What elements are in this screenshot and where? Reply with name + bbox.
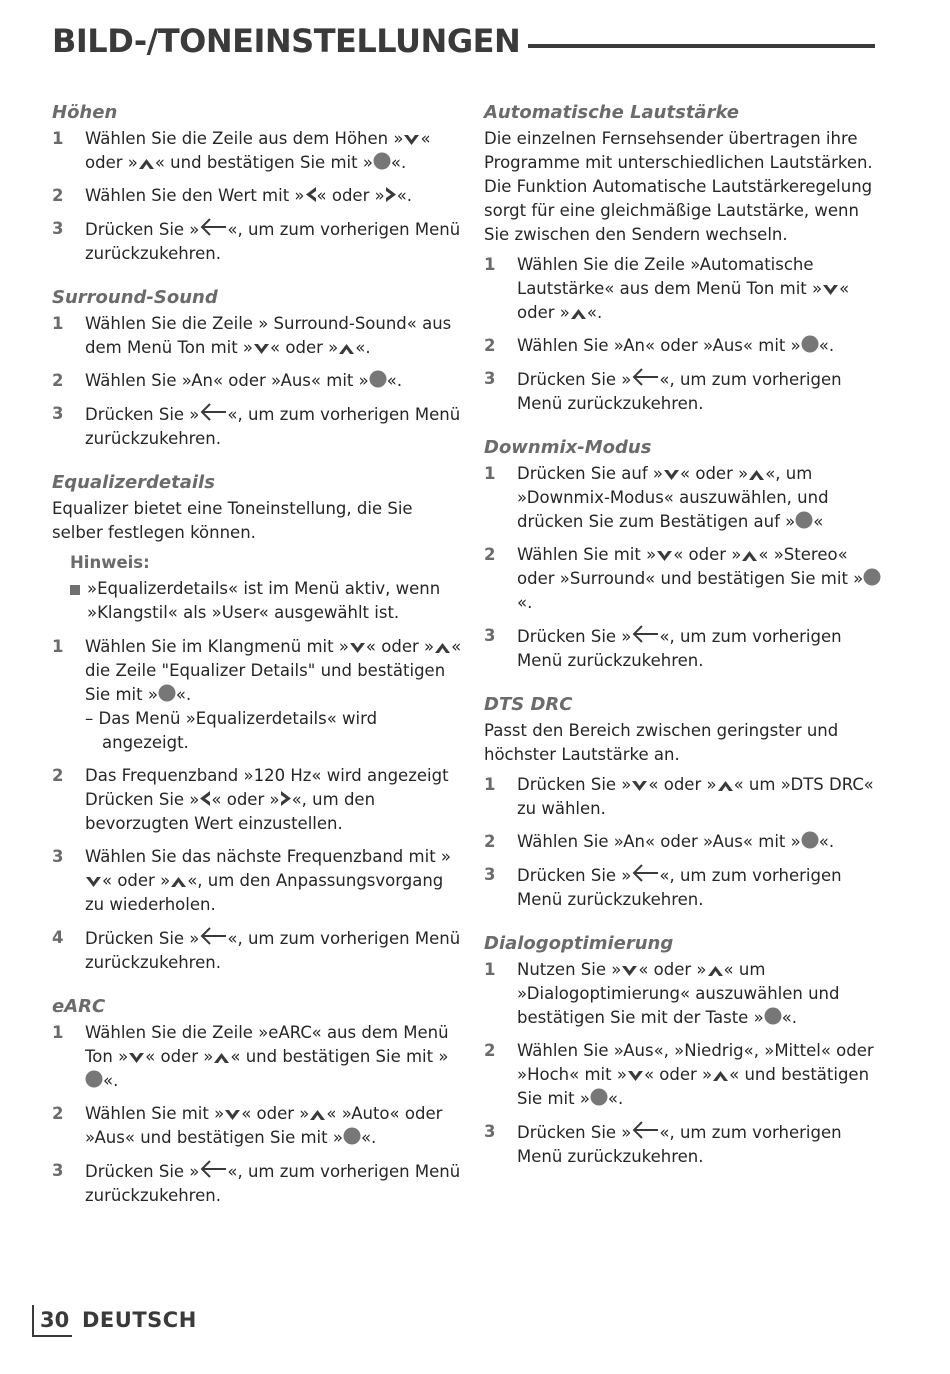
ok-button-icon	[158, 684, 176, 702]
up-arrow-icon	[138, 158, 155, 170]
list-item: 2 Wählen Sie »Aus«, »Niedrig«, »Mittel« oder »Hoch« mit » « oder » « und bestätigen Sie mit » «.	[484, 1041, 874, 1108]
down-arrow-icon	[631, 780, 648, 792]
section-heading: Equalizerdetails	[52, 472, 215, 493]
list-item: 3 Drücken Sie » «, um zum vorherigen Menü zurückzukehren.	[52, 1161, 461, 1205]
section-heading: DTS DRC	[484, 694, 573, 715]
section-earc	[52, 995, 462, 1208]
down-arrow-icon	[253, 343, 270, 355]
square-bullet-icon	[70, 585, 80, 595]
list-item: 2 Wählen Sie »An« oder »Aus« mit » «.	[52, 371, 403, 390]
list-item: 1 Wählen Sie die Zeile aus dem Höhen » « oder » « und bestätigen Sie mit » «.	[52, 129, 431, 172]
list-item: 1 Wählen Sie die Zeile »eARC« aus dem Menü Ton » « oder » « und bestätigen Sie mit »«.	[52, 1023, 449, 1090]
section-automatische-lautstaerke	[484, 101, 889, 416]
section-heading: Downmix-Modus	[484, 437, 652, 458]
list-item: 2 Wählen Sie »An« oder »Aus« mit » «.	[484, 832, 835, 851]
list-item: 2 Das Frequenzband »120 Hz« wird angezeigt Drücken Sie » « oder » «, um den bevorzugten Wert einzustellen.	[52, 766, 449, 833]
down-arrow-icon	[621, 965, 638, 977]
title-rule	[528, 44, 875, 48]
section-heading: eARC	[52, 996, 106, 1017]
footer-line	[32, 1335, 72, 1337]
section-hoehen	[52, 101, 462, 266]
ok-button-icon	[764, 1007, 782, 1025]
up-arrow-icon	[434, 642, 451, 654]
list-item: 4 Drücken Sie » «, um zum vorherigen Menü zurückzukehren.	[52, 928, 461, 972]
list-item: 3 Drücken Sie » «, um zum vorherigen Menü zurückzukehren.	[484, 1122, 842, 1166]
left-arrow-icon	[305, 186, 317, 203]
up-arrow-icon	[338, 343, 355, 355]
ok-button-icon	[85, 1070, 103, 1088]
up-arrow-icon	[741, 550, 758, 562]
list-item: 1 Wählen Sie die Zeile »Automatische Lautstärke« aus dem Menü Ton mit » « oder » «.	[484, 255, 850, 322]
down-arrow-icon	[627, 1070, 644, 1082]
down-arrow-icon	[822, 284, 839, 296]
down-arrow-icon	[85, 876, 102, 888]
ok-button-icon	[369, 370, 387, 388]
down-arrow-icon	[656, 550, 673, 562]
back-arrow-icon	[631, 863, 659, 883]
up-arrow-icon	[570, 308, 587, 320]
down-arrow-icon	[349, 642, 366, 654]
section-heading: Surround-Sound	[52, 287, 218, 308]
ok-button-icon	[590, 1088, 608, 1106]
list-item: 2 Wählen Sie den Wert mit » « oder » «.	[52, 186, 413, 205]
ok-button-icon	[373, 152, 391, 170]
ok-button-icon	[343, 1127, 361, 1145]
page-number: 30	[40, 1308, 70, 1332]
list-item: 1 Drücken Sie » « oder » « um »DTS DRC« zu wählen.	[484, 775, 874, 818]
note-heading: Hinweis:	[70, 553, 150, 572]
up-arrow-icon	[748, 469, 765, 481]
note-item: »Equalizerdetails« ist im Menü aktiv, wenn »Klangstil« als »User« ausgewählt ist.	[70, 577, 462, 625]
down-arrow-icon	[224, 1109, 241, 1121]
list-item: 3 Drücken Sie » «, um zum vorherigen Menü zurückzukehren.	[484, 369, 842, 413]
list-item: 2 Wählen Sie »An« oder »Aus« mit » «.	[484, 336, 835, 355]
sub-note: – Das Menü »Equalizerdetails« wird angezeigt.	[85, 709, 378, 752]
up-arrow-icon	[707, 965, 724, 977]
section-heading: Höhen	[52, 102, 118, 123]
list-item: 1 Wählen Sie die Zeile » Surround-Sound« aus dem Menü Ton mit » « oder » «.	[52, 314, 452, 357]
up-arrow-icon	[712, 1070, 729, 1082]
list-item: 3 Drücken Sie » «, um zum vorherigen Menü zurückzukehren.	[484, 865, 842, 909]
page-title: BILD-/TONEINSTELLUNGEN	[52, 22, 521, 60]
ok-button-icon	[863, 568, 881, 586]
down-arrow-icon	[128, 1052, 145, 1064]
back-arrow-icon	[199, 926, 227, 946]
list-item: 3 Drücken Sie » «, um zum vorherigen Menü zurückzukehren.	[52, 219, 461, 263]
section-heading: Automatische Lautstärke	[484, 102, 739, 123]
list-item: 2 Wählen Sie mit » « oder » « »Stereo« oder »Surround« und bestätigen Sie mit »«.	[484, 543, 889, 615]
ok-button-icon	[801, 831, 819, 849]
ok-button-icon	[801, 335, 819, 353]
ok-button-icon	[795, 511, 813, 529]
section-dialogoptimierung	[484, 932, 889, 1169]
footer-bar	[32, 1305, 34, 1337]
section-intro: Die einzelnen Fernsehsender übertragen ihre Programme mit unterschiedlichen Lautstärken. Die Funktion Automatische Lautstärkeregelung sorgt für eine gleichmäßige Lautstärke, wenn Sie zwischen den Sendern wechseln.	[484, 129, 873, 244]
left-column	[52, 101, 462, 1228]
up-arrow-icon	[717, 780, 734, 792]
down-arrow-icon	[403, 134, 420, 146]
left-arrow-icon	[199, 790, 211, 807]
up-arrow-icon	[213, 1052, 230, 1064]
list-item: 3 Drücken Sie » «, um zum vorherigen Menü zurückzukehren.	[484, 626, 842, 670]
list-item: 3 Drücken Sie » «, um zum vorherigen Menü zurückzukehren.	[52, 404, 461, 448]
section-intro: Equalizer bietet eine Toneinstellung, die Sie selber festlegen können.	[52, 499, 413, 542]
up-arrow-icon	[309, 1109, 326, 1121]
back-arrow-icon	[199, 217, 227, 237]
right-column	[484, 101, 889, 1189]
down-arrow-icon	[663, 469, 680, 481]
back-arrow-icon	[631, 1120, 659, 1140]
back-arrow-icon	[199, 1159, 227, 1179]
section-surround-sound	[52, 286, 462, 451]
section-equalizerdetails	[52, 471, 462, 975]
back-arrow-icon	[199, 402, 227, 422]
section-downmix-modus	[484, 436, 889, 673]
section-heading: Dialogoptimierung	[484, 933, 674, 954]
back-arrow-icon	[631, 624, 659, 644]
section-dts-drc	[484, 693, 889, 912]
back-arrow-icon	[631, 367, 659, 387]
language-label: DEUTSCH	[82, 1308, 197, 1332]
list-item: 1 Nutzen Sie » « oder » « um »Dialogoptimierung« auszuwählen und bestätigen Sie mit der Taste » «.	[484, 960, 840, 1027]
list-item: 1 Drücken Sie auf » « oder » «, um »Downmix-Modus« auszuwählen, und drücken Sie zum Bestätigen auf » «	[484, 464, 829, 531]
list-item: 2 Wählen Sie mit » « oder » « »Auto« oder »Aus« und bestätigen Sie mit » «.	[52, 1104, 443, 1147]
up-arrow-icon	[170, 876, 187, 888]
right-arrow-icon	[385, 186, 397, 203]
section-intro: Passt den Bereich zwischen geringster und höchster Lautstärke an.	[484, 721, 839, 764]
list-item: 1 Wählen Sie im Klangmenü mit » « oder » « die Zeile "Equalizer Details" und bestätigen Sie mit » «. – Das Menü »Equalizerdetails« wird angezeigt.	[52, 635, 462, 755]
list-item: 3 Wählen Sie das nächste Frequenzband mit »« oder » «, um den Anpassungsvorgang zu wiederholen.	[52, 847, 451, 914]
right-arrow-icon	[280, 790, 292, 807]
